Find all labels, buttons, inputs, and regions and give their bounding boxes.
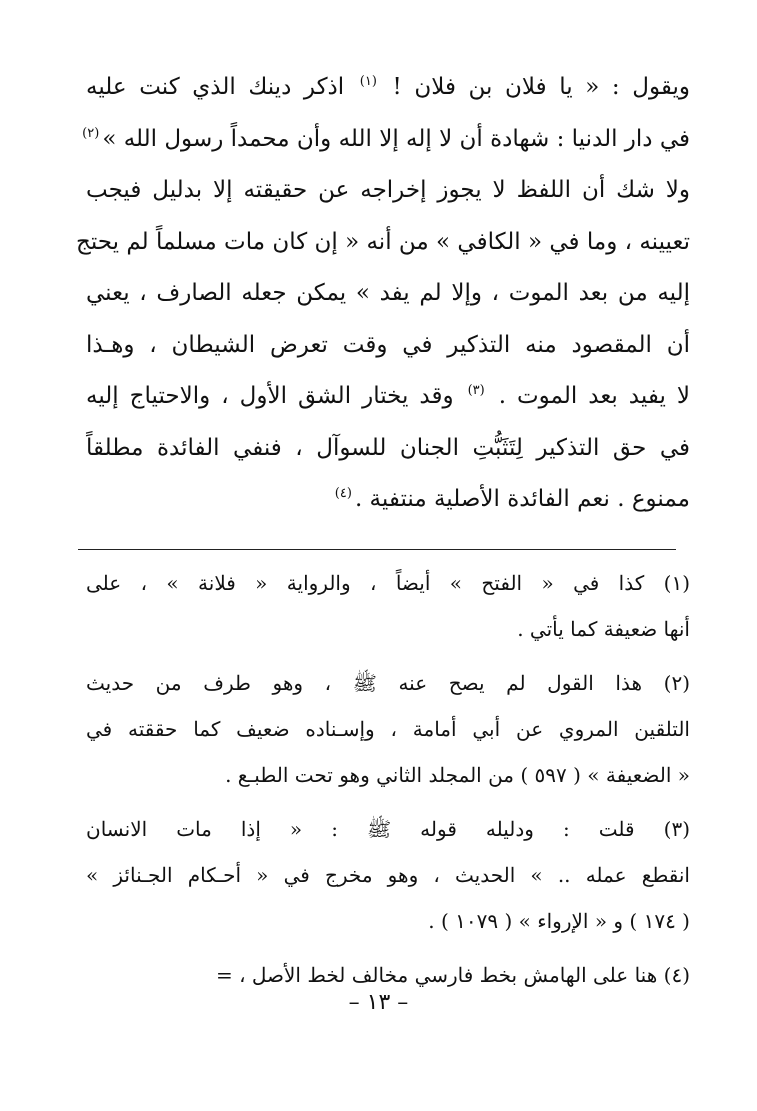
- footnote-ref-1: (١): [359, 74, 377, 90]
- footnote-ref-2: (٢): [82, 125, 100, 141]
- footnote-separator: [78, 549, 676, 550]
- text-line-5: إليه من بعد الموت ، وإلا لم يفد » يمكن جعله الصارف ، يعني: [86, 280, 690, 306]
- footnote-3: [86, 806, 690, 944]
- footnote-1: [86, 560, 690, 652]
- footnote-2: [86, 660, 690, 798]
- footnotes: [86, 560, 690, 998]
- footnote-line: (٢) هذا القول لم يصح عنه ﷺ ، وهو طرف من حديث: [86, 671, 690, 695]
- text-line-6: أن المقصود منه التذكير في وقت تعرض الشيطان ، وهـذا: [86, 331, 690, 358]
- footnote-line: « الضعيفة » ( ٥٩٧ ) من المجلد الثاني وهو تحت الطبـع .: [225, 763, 690, 787]
- text-line-2: في دار الدنيا : شهادة أن لا إله إلا الله وأن محمداً رسول الله »$^{(٢)}$: [82, 125, 690, 152]
- text-line-8: في حق التذكير لِتَثَبُّتِ الجنان للسوآل ، فنفي الفائدة مطلقاً: [86, 434, 690, 461]
- footnote-line: انقطع عمله .. » الحديث ، وهو مخرج في « أحـكام الجـنائز »: [86, 863, 690, 887]
- main-text: [76, 62, 690, 526]
- text-line-7: لا يفيد بعد الموت . $^{(٣)}$ وقد يختار الشق الأول ، والاحتياج إليه: [86, 383, 690, 409]
- footnote-ref-3: (٣): [467, 383, 485, 399]
- footnote-ref-4: (٤): [334, 486, 352, 502]
- footnote-line: ( ١٧٤ ) و « الإرواء » ( ١٠٧٩ ) .: [428, 909, 690, 933]
- footnote-line: (١) كذا في « الفتح » أيضاً ، والرواية « فلانة » ، على: [86, 571, 690, 595]
- footnote-line: التلقين المروي عن أبي أمامة ، وإسـناده ضعيف كما حققته في: [86, 717, 690, 741]
- text-line-1: ويقول : « يا فلان بن فلان ! $^{(١)}$ اذكر دينك الذي كنت عليه: [86, 74, 690, 100]
- text-line-4: تعيينه ، وما في « الكافي » من أنه « إن كان مات مسلماً لم يحتج: [76, 228, 690, 255]
- text-line-3: ولا شك أن اللفظ لا يجوز إخراجه عن حقيقته إلا بدليل فيجب: [86, 177, 690, 203]
- footnote-line: أنها ضعيفة كما يأتي .: [517, 617, 690, 641]
- footnote-line: (٤) هنا على الهامش بخط فارسي مخالف لخط الأصل ، =: [215, 963, 690, 987]
- page-number: – ١٣ –: [348, 990, 409, 1015]
- text-line-9: ممنوع . نعم الفائدة الأصلية منتفية .$^{(٤)}$: [334, 486, 690, 512]
- footnote-line: (٣) قلت : ودليله قوله ﷺ : « إذا مات الانسان: [86, 817, 690, 841]
